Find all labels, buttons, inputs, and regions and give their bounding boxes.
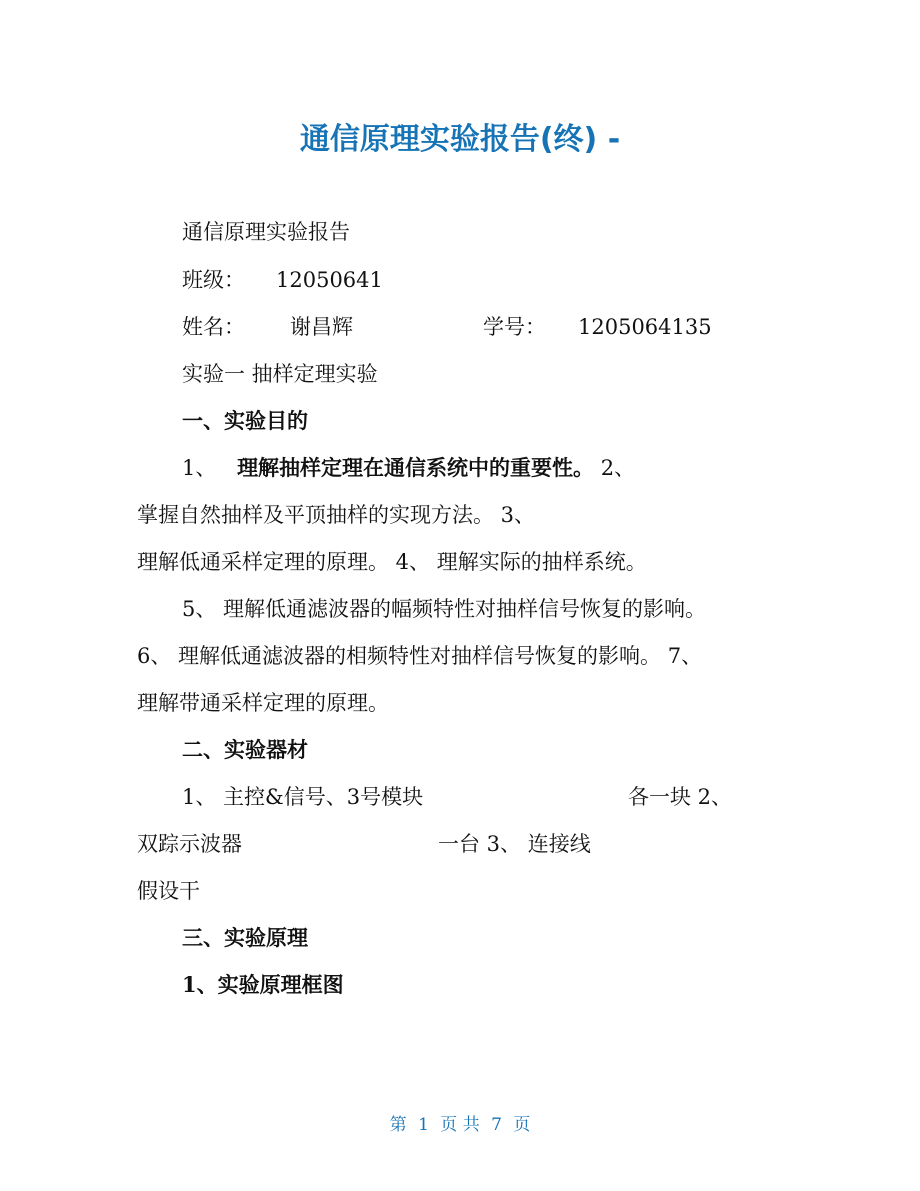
student-id-value: 1205064135 [578, 315, 712, 339]
paragraph-objective-5: 5、 理解低通滤波器的幅频特性对抽样信号恢复的影响。 [182, 597, 707, 621]
section-heading-objectives: 一、实验目的 [182, 408, 308, 433]
page-footer [0, 1114, 920, 1136]
page-prefix: 第 [389, 1115, 407, 1135]
paragraph-objective-1 [182, 455, 635, 481]
equipment-item-1-qty: 各一块 2、 [628, 785, 733, 809]
paragraph-objective-3: 理解低通采样定理的原理。 4、 理解实际的抽样系统。 [137, 550, 647, 574]
equipment-item-1: 1、 主控&信号、3号模块 [182, 785, 424, 809]
page-suffix: 页 [513, 1115, 531, 1135]
page-mid: 页 共 [440, 1115, 480, 1135]
equipment-item-2: 双踪示波器 [137, 832, 242, 856]
name-value: 谢昌辉 [290, 315, 353, 339]
list-number: 1、 [182, 456, 217, 480]
experiment-title: 实验一 抽样定理实验 [182, 362, 378, 386]
section-heading-principle: 三、实验原理 [182, 925, 308, 950]
equipment-item-2-qty: 一台 3、 连接线 [438, 832, 591, 856]
equipment-item-3-qty: 假设干 [137, 879, 200, 903]
list-continuation: 2、 [600, 456, 636, 480]
paragraph-objective-2: 掌握自然抽样及平顶抽样的实现方法。 3、 [137, 503, 536, 527]
paragraph-objective-6: 6、 理解低通滤波器的相频特性对抽样信号恢复的影响。 7、 [137, 644, 703, 668]
document-title: 通信原理实验报告(终) - [299, 122, 621, 157]
report-subtitle: 通信原理实验报告 [182, 220, 350, 244]
class-value: 12050641 [276, 268, 383, 292]
total-page-count: 7 [491, 1115, 502, 1135]
student-id-label: 学号： [483, 315, 546, 339]
subsection-heading-block-diagram: 1、实验原理框图 [182, 972, 344, 997]
paragraph-objective-7: 理解带通采样定理的原理。 [137, 691, 389, 715]
current-page-number: 1 [418, 1115, 429, 1135]
section-heading-equipment: 二、实验器材 [182, 737, 308, 762]
name-label: 姓名： [182, 315, 245, 339]
emphasized-text: 理解抽样定理在通信系统中的重要性。 [237, 455, 595, 480]
class-label: 班级： [182, 268, 245, 292]
